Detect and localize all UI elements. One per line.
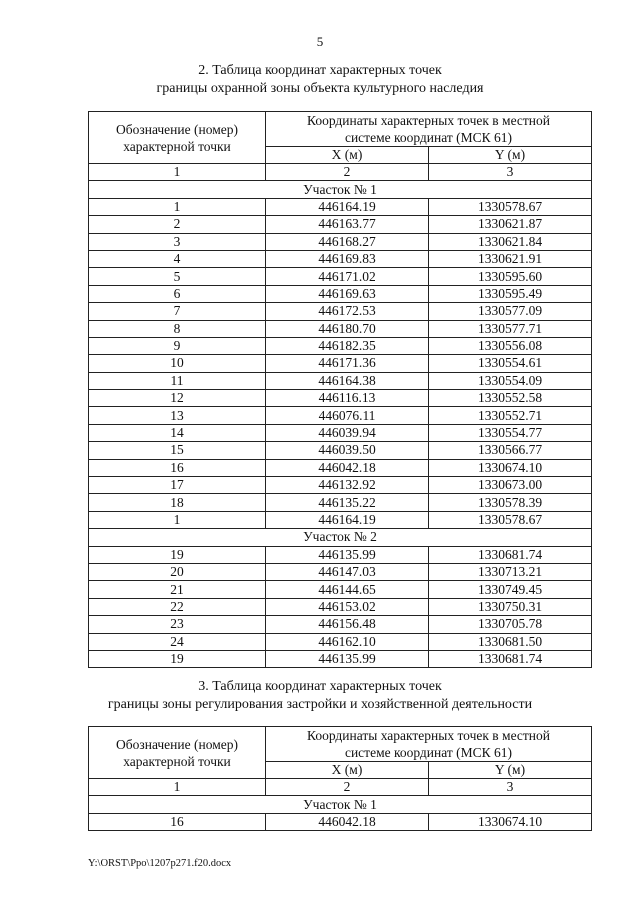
point-designation-header: Обозначение (номер) характерной точки [89,727,266,779]
table-row [89,250,592,267]
y-coordinate: 1330621.84 [429,233,592,250]
x-coordinate: 446042.18 [266,459,429,476]
x-coordinate: 446042.18 [266,813,429,830]
y-coordinate: 1330577.71 [429,320,592,337]
point-number: 6 [89,285,266,302]
point-number: 24 [89,633,266,650]
table-2-title-line1: 2. Таблица координат характерных точек [198,63,442,78]
table-row [89,442,592,459]
y-coordinate: 1330554.61 [429,355,592,372]
section-row [89,796,592,813]
table-row [89,233,592,250]
column-number: 3 [429,164,592,181]
point-number: 14 [89,424,266,441]
column-number-row [89,164,592,181]
x-column-header: X (м) [266,147,429,164]
table-row [89,407,592,424]
x-coordinate: 446169.83 [266,250,429,267]
table-2-title [0,62,640,98]
table-row [89,598,592,615]
point-number: 16 [89,813,266,830]
x-coordinate: 446172.53 [266,303,429,320]
y-coordinate: 1330595.49 [429,285,592,302]
x-coordinate: 446132.92 [266,477,429,494]
y-coordinate: 1330578.67 [429,511,592,528]
table-row [89,198,592,215]
point-number: 18 [89,494,266,511]
table-row [89,424,592,441]
column-number-row [89,779,592,796]
column-number: 1 [89,779,266,796]
coordinates-table-protection-zone [88,111,592,668]
coordinates-header: Координаты характерных точек в местной системе координат (МСК 61) [266,112,592,147]
header-row [89,727,592,762]
point-number: 5 [89,268,266,285]
x-coordinate: 446116.13 [266,390,429,407]
section-label: Участок № 2 [89,529,592,546]
x-coordinate: 446169.63 [266,285,429,302]
table-row [89,355,592,372]
table-row [89,813,592,830]
y-coordinate: 1330554.09 [429,372,592,389]
x-coordinate: 446171.36 [266,355,429,372]
y-coordinate: 1330713.21 [429,563,592,580]
column-number: 2 [266,779,429,796]
y-coordinate: 1330750.31 [429,598,592,615]
table-row [89,303,592,320]
point-number: 15 [89,442,266,459]
y-coordinate: 1330674.10 [429,459,592,476]
x-coordinate: 446144.65 [266,581,429,598]
table-row [89,285,592,302]
table-row [89,390,592,407]
section-label: Участок № 1 [89,796,592,813]
table-row [89,320,592,337]
x-coordinate: 446039.50 [266,442,429,459]
point-number: 9 [89,337,266,354]
table-row [89,511,592,528]
x-coordinate: 446039.94 [266,424,429,441]
point-number: 22 [89,598,266,615]
point-number: 16 [89,459,266,476]
table-row [89,650,592,667]
point-number: 23 [89,616,266,633]
x-coordinate: 446135.22 [266,494,429,511]
x-coordinate: 446135.99 [266,650,429,667]
point-number: 19 [89,650,266,667]
y-coordinate: 1330681.74 [429,650,592,667]
y-coordinate: 1330674.10 [429,813,592,830]
y-column-header: Y (м) [429,147,592,164]
x-coordinate: 446171.02 [266,268,429,285]
table-row [89,337,592,354]
point-number: 13 [89,407,266,424]
x-coordinate: 446182.35 [266,337,429,354]
y-coordinate: 1330621.87 [429,216,592,233]
table-row [89,546,592,563]
point-number: 7 [89,303,266,320]
column-number: 3 [429,779,592,796]
x-column-header: X (м) [266,762,429,779]
table-row [89,616,592,633]
y-coordinate: 1330681.50 [429,633,592,650]
table-row [89,459,592,476]
file-path-footer: Y:\ORST\Ppo\1207p271.f20.docx [88,858,232,869]
y-coordinate: 1330552.58 [429,390,592,407]
point-number: 1 [89,198,266,215]
point-number: 1 [89,511,266,528]
x-coordinate: 446168.27 [266,233,429,250]
table-2-title-line2: границы охранной зоны объекта культурного наследия [156,81,484,96]
y-coordinate: 1330578.67 [429,198,592,215]
x-coordinate: 446164.38 [266,372,429,389]
column-number: 2 [266,164,429,181]
table-row [89,216,592,233]
point-number: 2 [89,216,266,233]
y-coordinate: 1330552.71 [429,407,592,424]
table-body [89,727,592,831]
point-number: 3 [89,233,266,250]
y-coordinate: 1330556.08 [429,337,592,354]
x-coordinate: 446163.77 [266,216,429,233]
table-3-title [0,678,640,714]
point-number: 17 [89,477,266,494]
x-coordinate: 446156.48 [266,616,429,633]
y-coordinate: 1330673.00 [429,477,592,494]
point-number: 8 [89,320,266,337]
point-number: 20 [89,563,266,580]
point-number: 11 [89,372,266,389]
y-coordinate: 1330595.60 [429,268,592,285]
y-coordinate: 1330566.77 [429,442,592,459]
x-coordinate: 446076.11 [266,407,429,424]
point-designation-header: Обозначение (номер) характерной точки [89,112,266,164]
column-number: 1 [89,164,266,181]
y-coordinate: 1330749.45 [429,581,592,598]
y-coordinate: 1330681.74 [429,546,592,563]
coordinates-header: Координаты характерных точек в местной системе координат (МСК 61) [266,727,592,762]
section-label: Участок № 1 [89,181,592,198]
x-coordinate: 446147.03 [266,563,429,580]
point-number: 4 [89,250,266,267]
x-coordinate: 446162.10 [266,633,429,650]
table-row [89,268,592,285]
y-coordinate: 1330577.09 [429,303,592,320]
x-coordinate: 446164.19 [266,511,429,528]
table-body [89,112,592,668]
table-3-title-line1: 3. Таблица координат характерных точек [198,679,442,694]
table-3-title-line2: границы зоны регулирования застройки и хозяйственной деятельности [107,697,533,712]
y-coordinate: 1330705.78 [429,616,592,633]
point-number: 21 [89,581,266,598]
table-row [89,633,592,650]
x-coordinate: 446135.99 [266,546,429,563]
section-row [89,181,592,198]
table-row [89,372,592,389]
section-row [89,529,592,546]
point-number: 10 [89,355,266,372]
y-coordinate: 1330578.39 [429,494,592,511]
coordinates-table-regulation-zone [88,726,592,831]
y-coordinate: 1330554.77 [429,424,592,441]
table-row [89,563,592,580]
x-coordinate: 446164.19 [266,198,429,215]
y-coordinate: 1330621.91 [429,250,592,267]
table-row [89,477,592,494]
x-coordinate: 446180.70 [266,320,429,337]
y-column-header: Y (м) [429,762,592,779]
x-coordinate: 446153.02 [266,598,429,615]
point-number: 19 [89,546,266,563]
table-row [89,494,592,511]
table-row [89,581,592,598]
header-row [89,112,592,147]
page-number: 5 [316,34,324,49]
point-number: 12 [89,390,266,407]
